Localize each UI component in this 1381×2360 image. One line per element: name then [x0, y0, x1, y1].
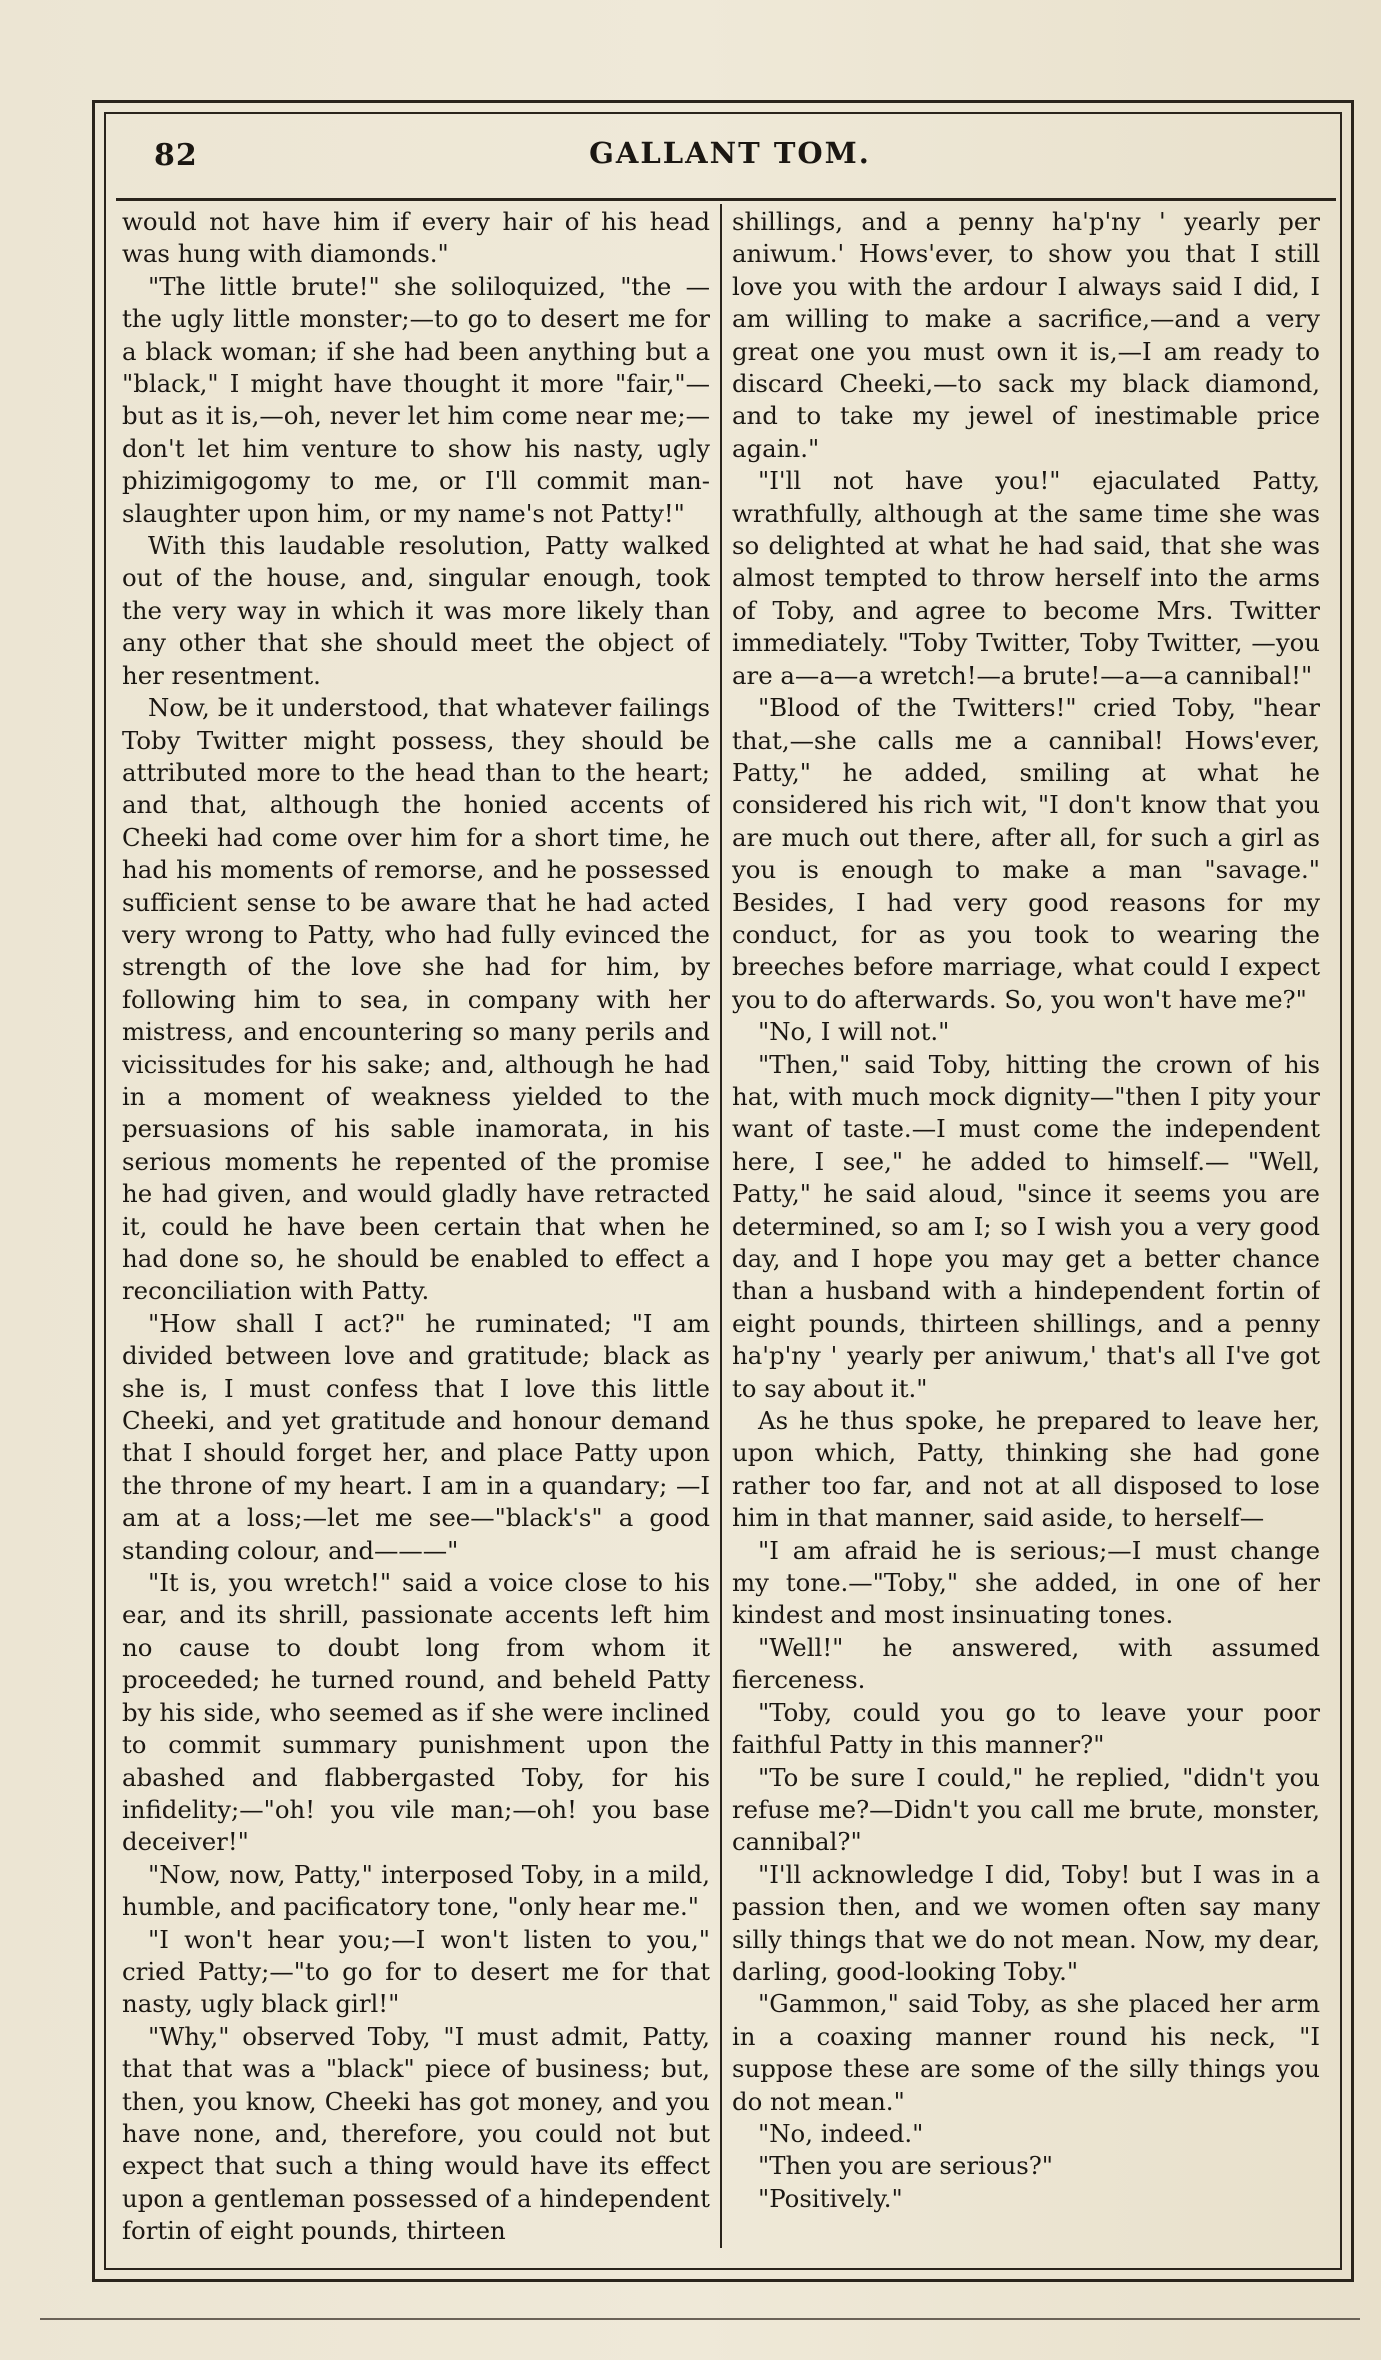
- header-rule: [116, 198, 1336, 201]
- paragraph: "To be sure I could," he replied, "didn't you refuse me?—Didn't you call me brute, monster, cannibal?": [732, 1762, 1320, 1857]
- right-column: [732, 206, 1320, 2256]
- paragraph: "The little brute!" she soliloquized, "the —the ugly little monster;—to go to desert me for a black woman; if she had been anything but a "black," I might have thought it more "fair,"—but as it is,—oh, never let him come near me;—don't let him venture to show his nasty, ugly phizimigogomy to me, or I'll commit man-slaughter upon him, or my name's not Patty!": [122, 271, 710, 528]
- paragraph: "Then you are serious?": [758, 2151, 1054, 2181]
- paragraph: Now, be it understood, that whatever failings Toby Twitter might possess, they should be attributed more to the head than to the heart; and that, although the honied accents of Cheeki had come over him for a short time, he had his moments of remorse, and he possessed sufficient sense to be aware that he had acted very wrong to Patty, who had fully evinced the strength of the love she had for him, by following him to sea, in company with her mistress, and encountering so many perils and vicissitudes for his sake; and, although he had in a moment of weakness yielded to the persuasions of his sable inamorata, in his serious moments he repented of the promise he had given, and would gladly have retracted it, could he have been certain that when he had done so, he should be enabled to effect a reconciliation with Patty.: [122, 693, 710, 1306]
- paragraph: "Gammon," said Toby, as she placed her arm in a coaxing manner round his neck, "I suppose these are some of the silly things you do not mean.": [732, 1989, 1320, 2116]
- paragraph: "No, indeed.": [758, 2118, 924, 2148]
- left-column: [122, 206, 710, 2256]
- paragraph: would not have him if every hair of his head was hung with diamonds.": [122, 207, 710, 269]
- paragraph: "No, I will not.": [758, 1017, 950, 1047]
- paragraph: As he thus spoke, he prepared to leave her, upon which, Patty, thinking she had gone rather too far, and not at all disposed to lose him in that manner, said aside, to herself—: [732, 1406, 1320, 1533]
- bottom-rule: [40, 2318, 1360, 2320]
- paragraph: "Now, now, Patty," interposed Toby, in a mild, humble, and pacificatory tone, "only hear me.": [122, 1859, 710, 1922]
- page-number: 82: [154, 138, 198, 173]
- paragraph: "Toby, could you go to leave your poor faithful Patty in this manner?": [732, 1697, 1320, 1760]
- running-title: GALLANT TOM.: [589, 136, 871, 170]
- paragraph: "I'll not have you!" ejaculated Patty, wrathfully, although at the same time she was so delighted at what he had said, that she was almost tempted to throw herself into the arms of Toby, and agree to become Mrs. Twitter immediately. "Toby Twitter, Toby Twitter, —you are a—a—a wretch!—a brute!—a—a cannibal!": [732, 466, 1320, 690]
- paragraph: shillings, and a penny ha'p'ny ' yearly per aniwum.' Hows'ever, to show you that I still love you with the ardour I always said I did, I am willing to make a sacrifice,—and a very great one you must own it is,—I am ready to discard Cheeki,—to sack my black diamond, and to take my jewel of inestimable price again.": [732, 207, 1320, 463]
- column-divider: [720, 204, 722, 2248]
- paragraph: "I am afraid he is serious;—I must change my tone.—"Toby," she added, in one of her kindest and most insinuating tones.: [732, 1535, 1320, 1630]
- paragraph: "Positively.": [758, 2183, 903, 2213]
- paragraph: "Well!" he answered, with assumed fierceness.: [732, 1632, 1320, 1695]
- paragraph: "Blood of the Twitters!" cried Toby, "hear that,—she calls me a cannibal! Hows'ever, Patty," he added, smiling at what he considered his rich wit, "I don't know that you are much out there, after all, for such a girl as you is enough to make a man "savage." Besides, I had very good reasons for my conduct, for as you took to wearing the breeches before marriage, what could I expect you to do afterwards. So, you won't have me?": [732, 693, 1320, 1014]
- paragraph: With this laudable resolution, Patty walked out of the house, and, singular enough, took the very way in which it was more likely than any other that she should meet the object of her resentment.: [122, 531, 710, 690]
- paragraph: "Why," observed Toby, "I must admit, Patty, that that was a "black" piece of business; but, then, you know, Cheeki has got money, and you have none, and, therefore, you could not but expect that such a thing would have its effect upon a gentleman possessed of a hindependent fortin of eight pounds, thirteen: [122, 2021, 710, 2246]
- paragraph: "I won't hear you;—I won't listen to you," cried Patty;—"to go for to desert me for that nasty, ugly black girl!": [122, 1924, 710, 2019]
- paragraph: "I'll acknowledge I did, Toby! but I was in a passion then, and we women often say many silly things that we do not mean. Now, my dear, darling, good-looking Toby.": [732, 1859, 1320, 1986]
- paragraph: "How shall I act?" he ruminated; "I am divided between love and gratitude; black as she is, I must confess that I love this little Cheeki, and yet gratitude and honour demand that I should forget her, and place Patty upon the throne of my heart. I am in a quandary; —I am at a loss;—let me see—"black's" a good standing colour, and———": [122, 1308, 710, 1565]
- paragraph: "Then," said Toby, hitting the crown of his hat, with much mock dignity—"then I pity your want of taste.—I must come the independent here, I see," he added to himself.— "Well, Patty," he said aloud, "since it seems you are determined, so am I; so I wish you a very good day, and I hope you may get a better chance than a husband with a hindependent fortin of eight pounds, thirteen shillings, and a penny ha'p'ny ' yearly per aniwum,' that's all I've got to say about it.": [732, 1049, 1320, 1403]
- page-header: [150, 132, 1310, 182]
- paragraph: "It is, you wretch!" said a voice close to his ear, and its shrill, passionate accents left him no cause to doubt long from whom it proceeded; he turned round, and beheld Patty by his side, who seemed as if she were inclined to commit summary punishment upon the abashed and flabbergasted Toby, for his infidelity;—"oh! you vile man;—oh! you base deceiver!": [122, 1568, 710, 1857]
